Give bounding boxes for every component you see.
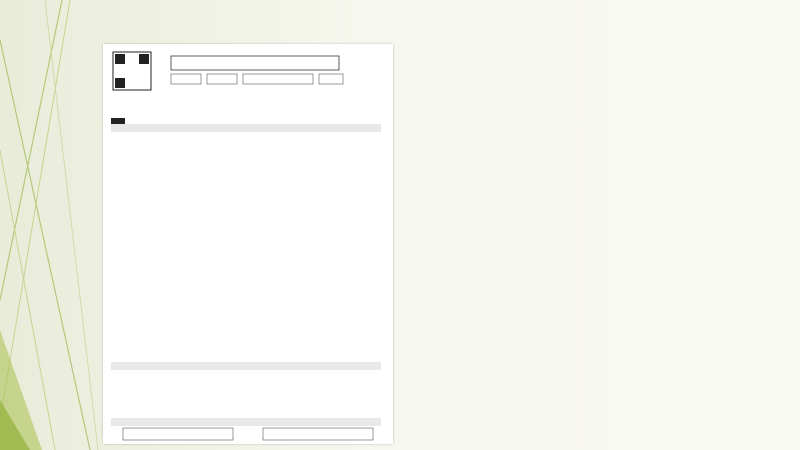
answer-form-svg (103, 44, 393, 444)
answer-form-image (103, 44, 393, 444)
header-fields (171, 74, 343, 84)
qr-code-icon (113, 52, 151, 90)
